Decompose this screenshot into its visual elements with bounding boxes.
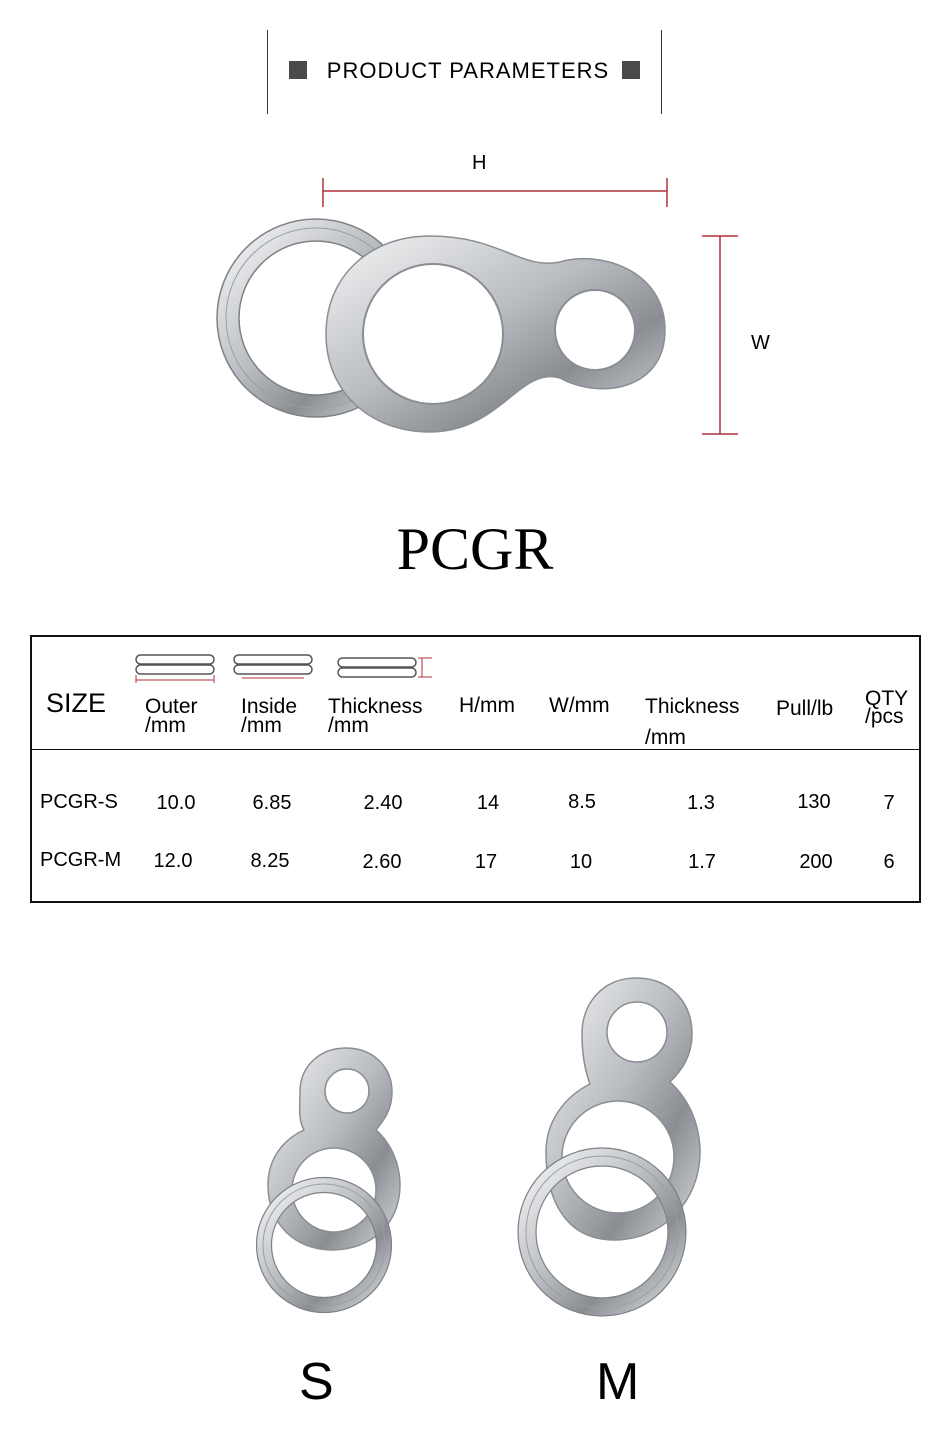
header-qty: QTY /pcs (865, 687, 909, 728)
table-cell: 1.3 (687, 792, 715, 814)
inside-diameter-icon (232, 652, 316, 684)
table-cell: 2.60 (362, 851, 402, 873)
spec-table-header-divider (30, 749, 921, 750)
table-cell: 6.85 (252, 792, 292, 814)
figure-eight-connector-image (326, 236, 665, 432)
table-row-name: PCGR-S (40, 791, 118, 813)
table-cell: 17 (474, 851, 498, 873)
header-thickness: Thickness /mm (328, 695, 423, 737)
h-dimension-line (323, 178, 667, 207)
table-cell: 200 (799, 851, 833, 873)
size-comparison-image (0, 960, 950, 1340)
table-cell: 7 (883, 792, 895, 814)
section-title: PRODUCT PARAMETERS (326, 58, 610, 83)
header-wire-thickness: Thickness /mm (645, 695, 740, 749)
header-outer: Outer /mm (145, 695, 198, 737)
table-cell: 10.0 (156, 792, 196, 814)
product-dimension-diagram (0, 0, 950, 470)
product-model-title: PCGR (396, 516, 554, 582)
table-cell: 1.7 (688, 851, 716, 873)
small-connector-image (257, 1048, 401, 1313)
table-cell: 12.0 (153, 850, 193, 872)
size-label-small: S (299, 1353, 334, 1411)
table-row-name: PCGR-M (40, 849, 122, 871)
size-column-header: SIZE (46, 688, 107, 718)
medium-connector-image (518, 978, 700, 1316)
table-cell: 8.25 (250, 850, 290, 872)
outer-diameter-icon (134, 652, 218, 684)
w-dimension-label: W (751, 332, 770, 354)
table-cell: 2.40 (363, 792, 403, 814)
header-w: W/mm (549, 694, 610, 717)
header-h: H/mm (459, 694, 515, 717)
h-dimension-label: H (472, 152, 487, 174)
w-dimension-line (702, 236, 738, 434)
size-label-medium: M (596, 1353, 640, 1411)
thickness-icon (336, 656, 436, 682)
table-cell: 130 (797, 791, 831, 813)
table-cell: 8.5 (568, 791, 596, 813)
header-pull: Pull/lb (776, 697, 834, 720)
header-inside: Inside /mm (241, 695, 298, 737)
table-cell: 14 (476, 792, 500, 814)
table-cell: 6 (883, 851, 895, 873)
table-cell: 10 (569, 851, 593, 873)
